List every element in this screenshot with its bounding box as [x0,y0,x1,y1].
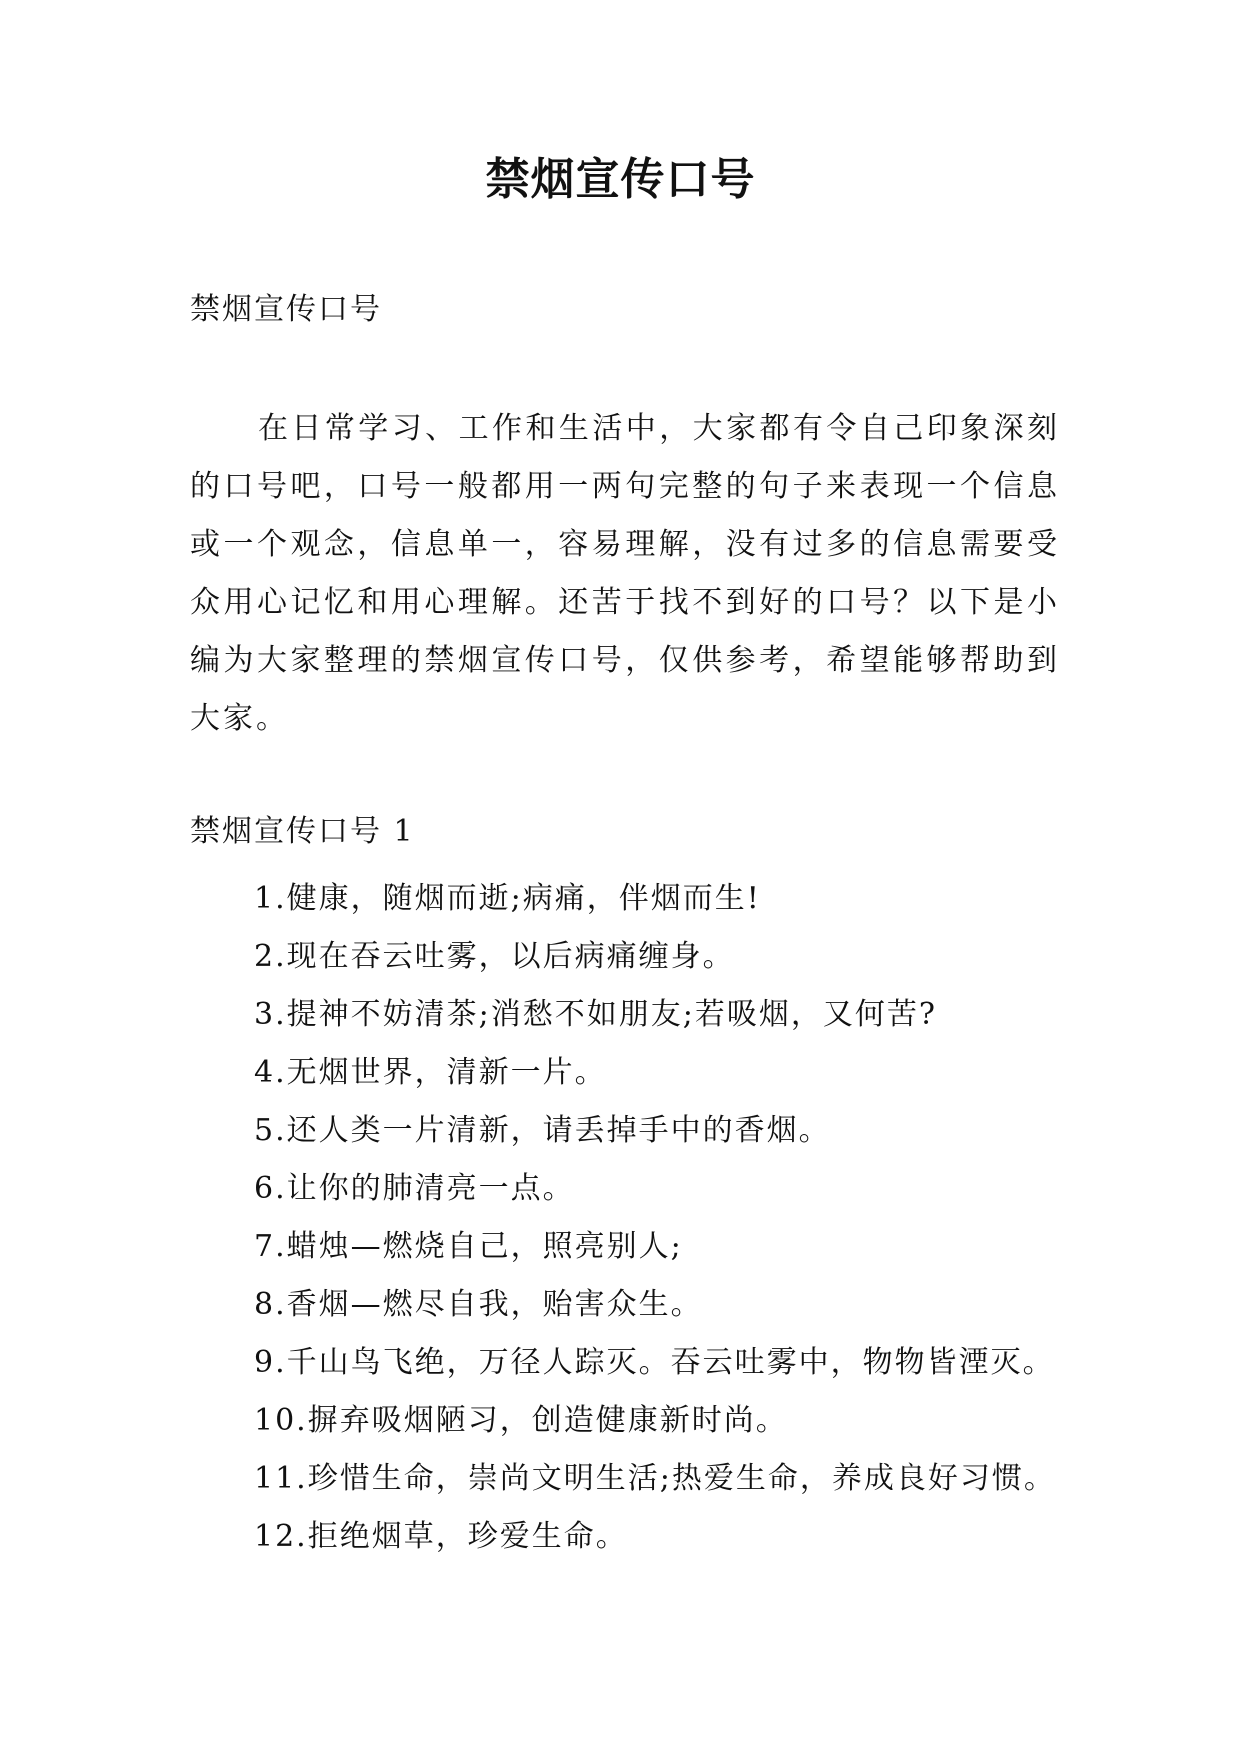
document-title: 禁烟宣传口号 [485,154,756,205]
slogan-item: 1.健康，随烟而逝;病痛，伴烟而生! [254,881,761,916]
intro-paragraph: 在日常学习、工作和生活中，大家都有令自己印象深刻的口号吧，口号一般都用一两句完整的句子来表现一个信息或一个观念，信息单一，容易理解，没有过多的信息需要受众用心记忆和用心理解。还苦于找不到好的口号？以下是小编为大家整理的禁烟宣传口号，仅供参考，希望能够帮助到大家。 [190,411,1060,736]
slogan-item: 4.无烟世界，清新一片。 [254,1055,607,1090]
slogan-item: 9.千山鸟飞绝，万径人踪灭。吞云吐雾中，物物皆湮灭。 [254,1345,1055,1380]
slogan-item: 5.还人类一片清新，请丢掉手中的香烟。 [254,1113,831,1148]
section-heading: 禁烟宣传口号 1 [190,814,415,849]
slogan-item: 8.香烟—燃尽自我，贻害众生。 [254,1287,703,1322]
slogan-item: 3.提神不妨清茶;消愁不如朋友;若吸烟，又何苦? [254,997,937,1032]
slogan-item: 7.蜡烛—燃烧自己，照亮别人; [254,1229,683,1264]
slogan-item: 11.珍惜生命，崇尚文明生活;热爱生命，养成良好习惯。 [254,1461,1056,1496]
slogan-list [254,870,1134,1566]
slogan-item: 6.让你的肺清亮一点。 [254,1171,575,1206]
slogan-item: 10.摒弃吸烟陋习，创造健康新时尚。 [254,1403,788,1438]
slogan-item: 12.拒绝烟草，珍爱生命。 [254,1519,628,1554]
slogan-item: 2.现在吞云吐雾，以后病痛缠身。 [254,939,735,974]
document-subtitle: 禁烟宣传口号 [190,292,382,327]
